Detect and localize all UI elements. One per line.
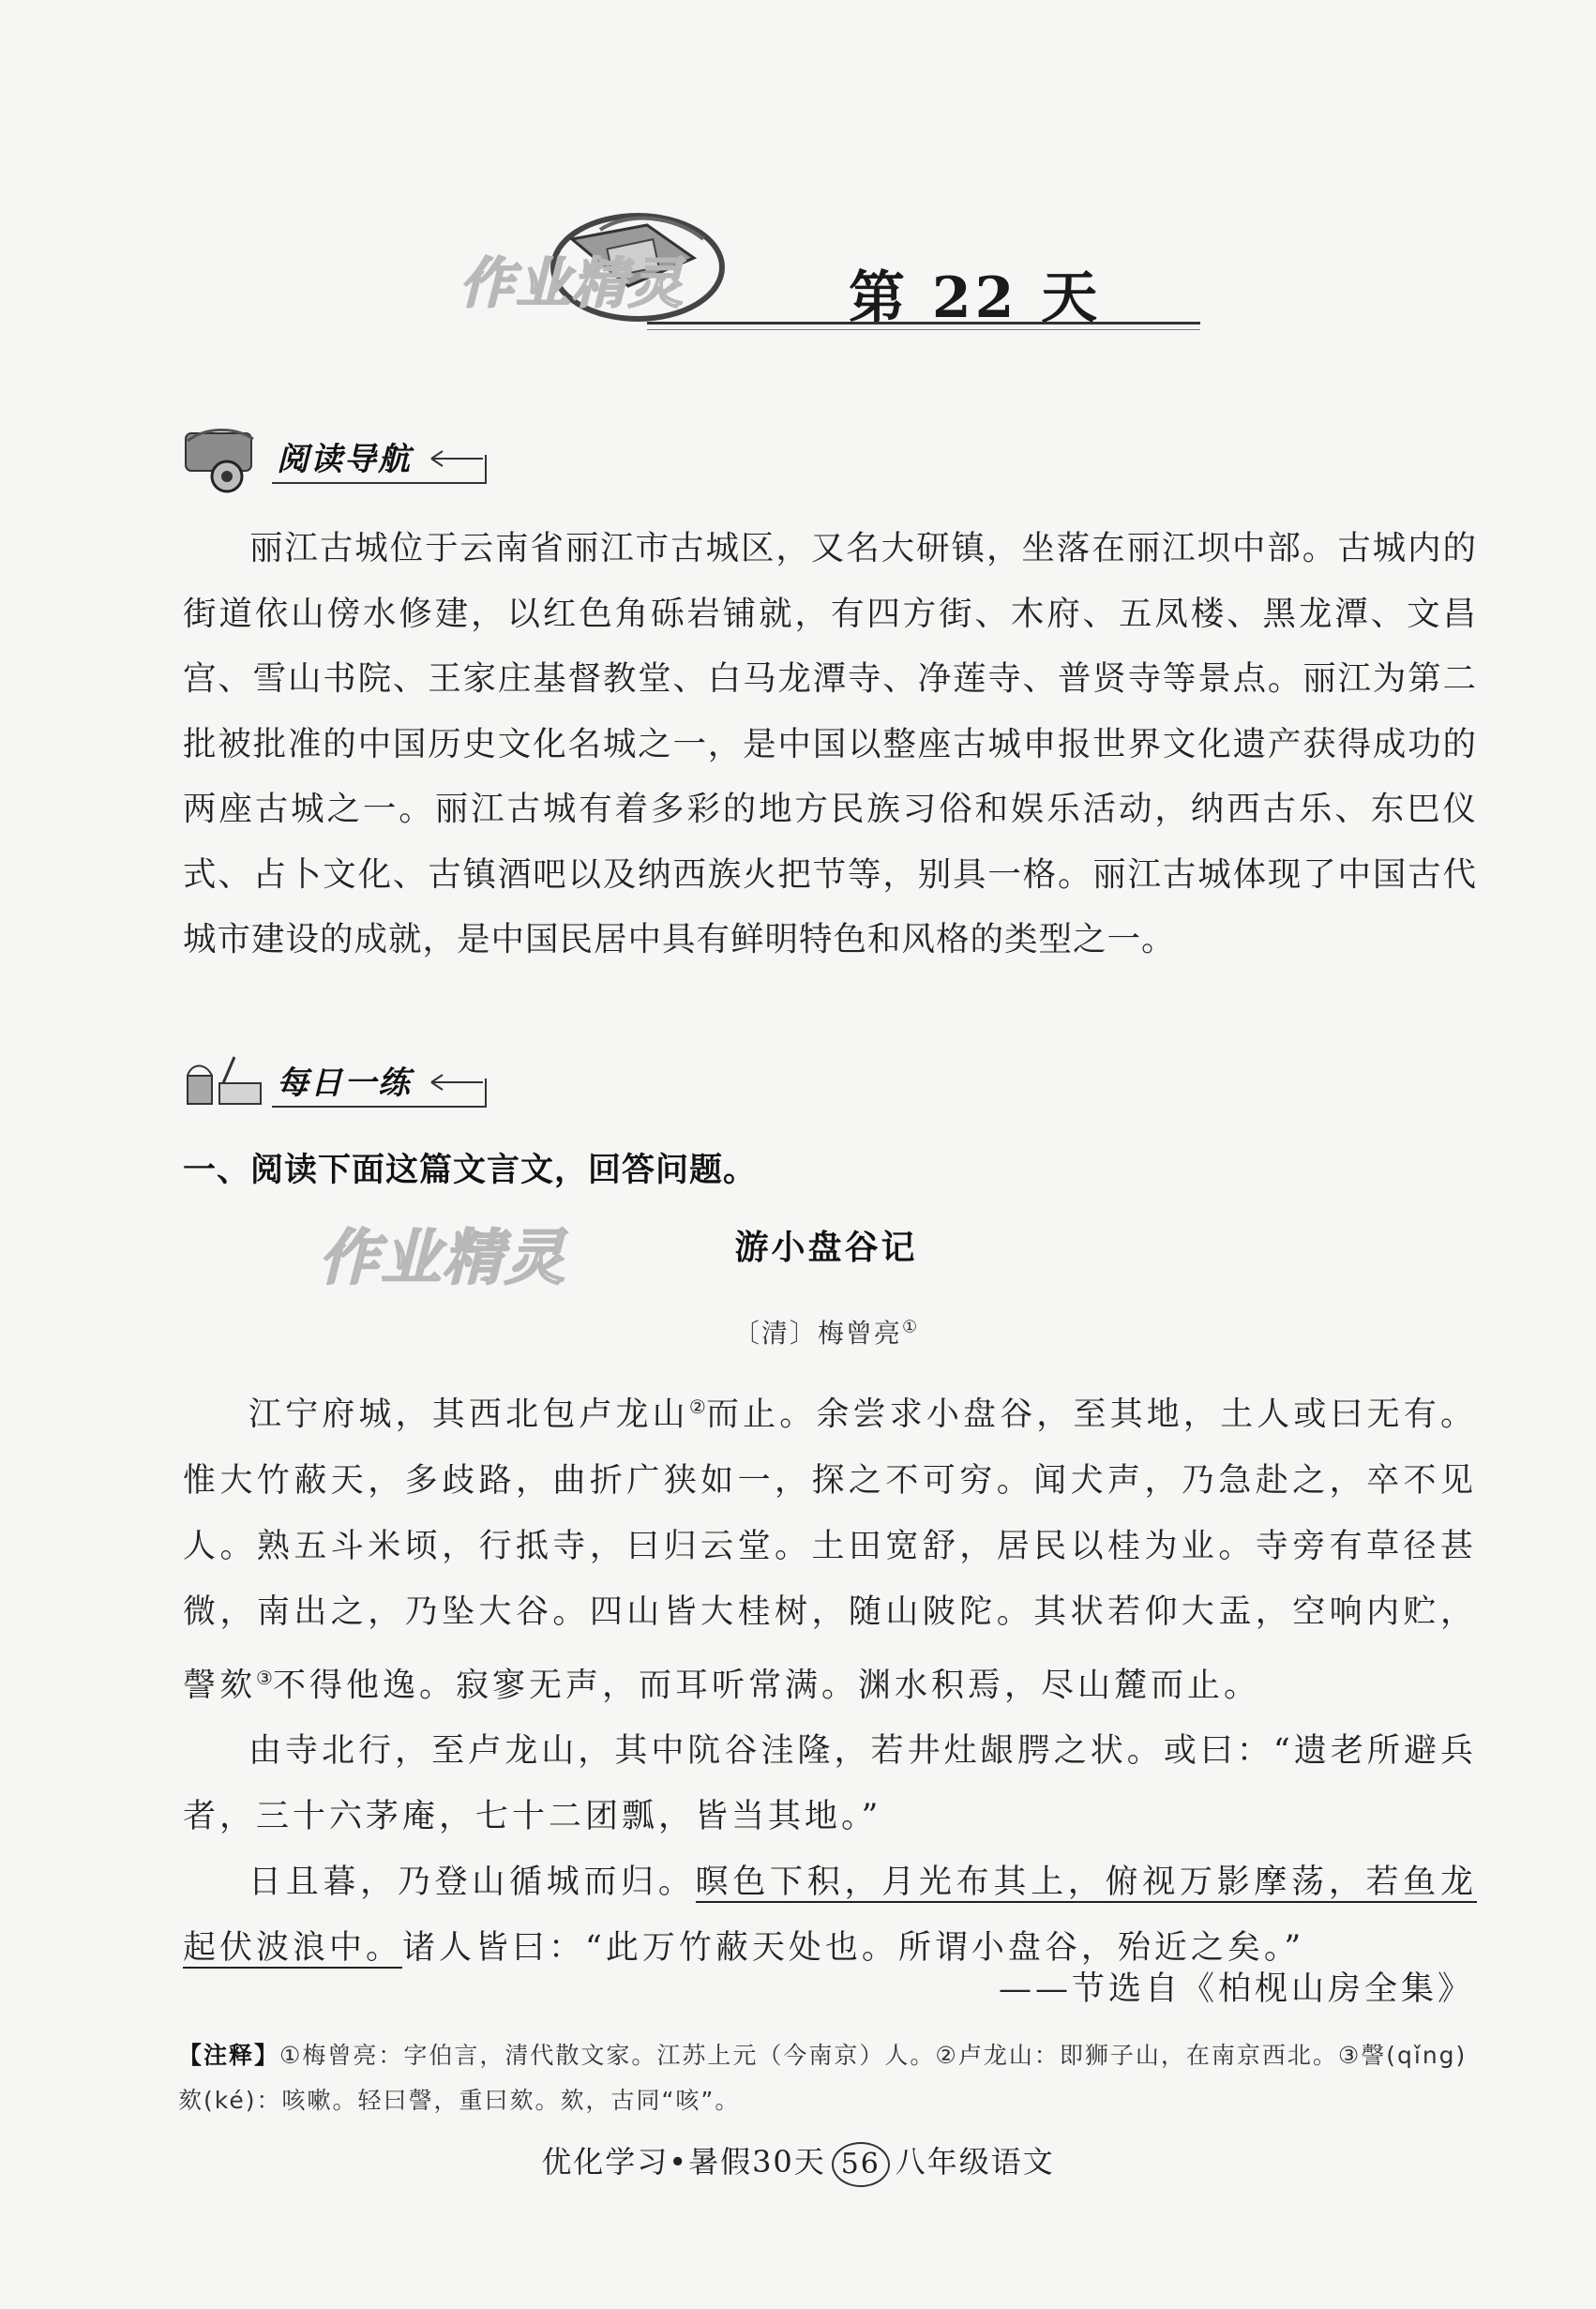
- annotations: [178, 2033, 1482, 2123]
- reading-guide-icon: [178, 422, 272, 497]
- page-footer: [0, 2138, 1596, 2187]
- page-number: 56: [832, 2142, 890, 2187]
- title-rule: [647, 322, 1200, 324]
- title-rule-thin: [647, 329, 1200, 330]
- reading-guide-paragraph: 丽江古城位于云南省丽江市古城区，又名大研镇，坐落在丽江坝中部。古城内的街道依山傍水修建，以红色角砾岩铺就，有四方街、木府、五凤楼、黑龙潭、文昌宫、雪山书院、王家庄基督教堂、白马龙潭寺、净莲寺、普贤寺等景点。丽江为第二批被批准的中国历史文化名城之一，是中国以整座古城申报世界文化遗产获得成功的两座古城之一。丽江古城有着多彩的地方民族习俗和娱乐活动，纳西古乐、东巴仪式、占卜文化、古镇酒吧以及纳西族火把节等，别具一格。丽江古城体现了中国古代城市建设的成就，是中国民居中具有鲜明特色和风格的类型之一。: [183, 529, 1477, 958]
- footer-book-title: 优化学习•暑假30天: [541, 2144, 826, 2180]
- article-source: ——节选自《柏枧山房全集》: [998, 1970, 1474, 2008]
- page-title: 第 22 天: [849, 265, 1102, 331]
- daily-practice-icon: [178, 1046, 272, 1121]
- notes-label: 【注释】: [178, 2042, 280, 2069]
- article-body: [183, 1374, 1477, 1981]
- p1-part-c: 不得他逸。寂寥无声，而耳听常满。渊水积焉，尽山麓而止。: [272, 1667, 1260, 1705]
- article-paragraph-1: [183, 1374, 1477, 1718]
- footer-subject: 八年级语文: [895, 2144, 1055, 2180]
- watermark-body: 作业精灵: [319, 1224, 566, 1293]
- question-heading: 一、阅读下面这篇文言文，回答问题。: [183, 1152, 758, 1189]
- author-name: 〔清〕梅曾亮: [732, 1318, 902, 1349]
- day-header: [413, 202, 1200, 352]
- note-mark-3: ③: [256, 1666, 273, 1689]
- article-title: 游小盘谷记: [734, 1229, 918, 1267]
- reading-guide-heading: [178, 422, 506, 497]
- reading-guide-text: [183, 516, 1477, 973]
- article-paragraph-3: [183, 1849, 1477, 1981]
- note-mark-2: ②: [688, 1396, 706, 1418]
- p1-part-a: 江宁府城，其西北包卢龙山: [248, 1396, 689, 1434]
- article-paragraph-2: 由寺北行，至卢龙山，其中阬谷洼隆，若井灶龈腭之状。或曰：“遗老所避兵者，三十六茅庵，七十二团瓢，皆当其地。”: [183, 1732, 1477, 1836]
- underlined-sentence: 暝色下积，月光布其上，俯视万影摩荡，若鱼龙起伏波浪中。: [183, 1864, 1477, 1968]
- p3-part-a: 日且暮，乃登山循城而归。: [248, 1864, 696, 1902]
- reading-guide-title: 阅读导航: [277, 441, 412, 478]
- watermark-header: 作业精灵: [459, 251, 685, 315]
- p3-part-b: 诸人皆曰：“此万竹蔽天处也。所谓小盘谷，殆近之矣。”: [402, 1929, 1305, 1968]
- p1-part-b: 而止。余尝求小盘谷，至其地，土人或曰无有。惟大竹蔽天，多歧路，曲折广狭如一，探之不可穷。闻犬声，乃急赴之，卒不见人。熟五斗米顷，行抵寺，曰归云堂。土田宽舒，居民以桂为业。寺旁有草径甚微，南出之，乃坠大谷。四山皆大桂树，随山陂陀。其状若仰大盂，空响内贮，謦欬: [183, 1396, 1477, 1705]
- author-note-mark: ①: [901, 1317, 920, 1337]
- notes-text: ①梅曾亮：字伯言，清代散文家。江苏上元（今南京）人。②卢龙山：即狮子山，在南京西北。③謦(qǐng)欬(ké)：咳嗽。轻曰謦，重曰欬。欬，古同“咳”。: [178, 2042, 1468, 2114]
- daily-practice-title: 每日一练: [277, 1064, 412, 1102]
- article-author: [0, 1313, 1596, 1351]
- daily-practice-heading: [178, 1046, 506, 1121]
